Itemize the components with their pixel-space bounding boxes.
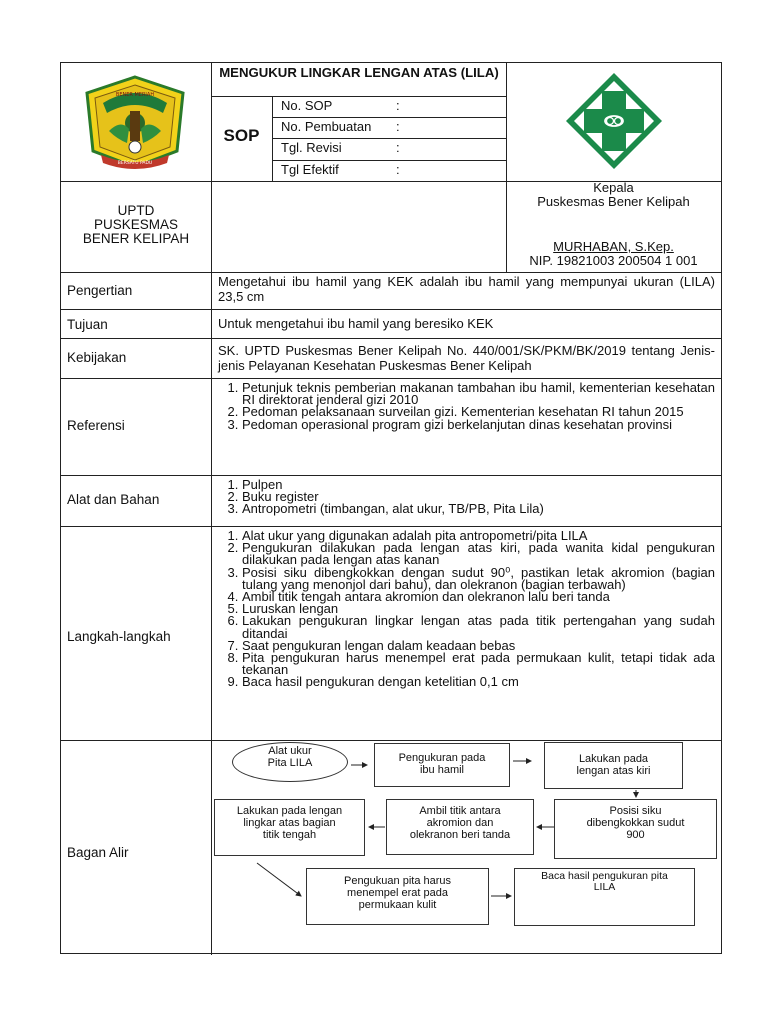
meta-colon: :: [396, 119, 400, 134]
signer-title-line: Puskesmas Bener Kelipah: [537, 194, 690, 209]
meta-label: No. SOP: [281, 98, 333, 113]
list-item: 7. Saat pengukuran lengan dalam keadaan bebas: [242, 640, 715, 652]
meta-label: Tgl Efektif: [281, 162, 339, 177]
text-kebijakan: SK. UPTD Puskesmas Bener Kelipah No. 440/001/SK/PKM/BK/2019 tentang Jenis-jenis Pelayanan Kesehatan Puskesmas Bener Kelipah: [218, 343, 715, 373]
flow-step-pita-menempel: [306, 868, 489, 925]
flow-text-line: Pengukuran pada: [398, 752, 486, 764]
flow-text-line: lingkar atas bagian: [243, 817, 336, 829]
flow-step-pengukuran-ibu-hamil: [374, 743, 510, 787]
label-kebijakan: Kebijakan: [67, 350, 127, 365]
list-item: 1. Alat ukur yang digunakan adalah pita antropometri/pita LILA: [242, 530, 715, 542]
flow-text-line: olekranon beri tanda: [409, 829, 511, 841]
meta-colon: :: [396, 162, 400, 177]
flow-text-line: titik tengah: [262, 829, 317, 841]
arrow-step5-to-step6: [257, 863, 301, 896]
flow-text-line: Ambil titik antara: [419, 805, 501, 817]
text-tujuan: Untuk mengetahui ibu hamil yang beresiko KEK: [218, 316, 494, 331]
list-item: 2. Pedoman pelaksanaan surveilan gizi. Kementerian kesehatan RI tahun 2015: [242, 406, 715, 418]
sop-document: [60, 62, 722, 954]
flow-start-ellipse: [232, 742, 348, 782]
list-item: 8. Pita pengukuran harus menempel erat pada permukaan kulit, tetapi tidak ada tekanan: [242, 652, 715, 676]
flow-step-baca-hasil: [514, 868, 695, 926]
signer-title-line: Kepala: [593, 180, 634, 195]
label-tujuan: Tujuan: [67, 317, 108, 332]
label-langkah: Langkah-langkah: [67, 629, 171, 644]
list-item: 5. Luruskan lengan: [242, 603, 715, 615]
flow-text-line: menempel erat pada: [347, 887, 448, 899]
svg-text:BERSATU PADU: BERSATU PADU: [117, 161, 153, 166]
list-item: 6. Lakukan pengukuran lingkar lengan atas pada titik pertengahan yang sudah ditandai: [242, 615, 715, 639]
flow-text-line: 900: [626, 829, 645, 841]
sop-label: SOP: [223, 126, 260, 145]
flow-text-line: akromion dan: [426, 817, 494, 829]
meta-label: No. Pembuatan: [281, 119, 372, 134]
flow-text-line: ibu hamil: [419, 764, 465, 776]
flow-step-posisi-siku: [554, 799, 717, 859]
org-line: BENER KELIPAH: [82, 231, 190, 246]
org-line: PUSKESMAS: [93, 217, 179, 232]
flow-step-lengan-atas-kiri: [544, 742, 683, 789]
org-line: UPTD: [117, 203, 155, 218]
meta-label: Tgl. Revisi: [281, 140, 342, 155]
list-item: 3. Antropometri (timbangan, alat ukur, TB/PB, Pita Lila): [242, 503, 715, 515]
flow-text-line: Lakukan pada: [578, 753, 649, 765]
list-item: 4. Ambil titik tengah antara akromion dan olekranon lalu beri tanda: [242, 591, 715, 603]
flow-text-line: lengan atas kiri: [576, 765, 651, 777]
label-referensi: Referensi: [67, 418, 125, 433]
list-item: 2. Pengukuran dilakukan pada lengan atas kiri, pada wanita kidal pengukuran dilakukan pada lengan atas kanan: [242, 542, 715, 566]
label-alat-bahan: Alat dan Bahan: [67, 492, 160, 507]
flow-text-line: Posisi siku: [609, 805, 662, 817]
label-pengertian: Pengertian: [67, 283, 133, 298]
list-item: 1. Petunjuk teknis pemberian makanan tambahan ibu hamil, kementerian kesehatan RI direktorat jenderal gizi 2010: [242, 382, 715, 406]
list-item: 3. Posisi siku dibengkokkan dengan sudut 90⁰, pastikan letak akromion (bagian tulang yang menonjol dari bahu), dan olekranon (bagian terbawah): [242, 567, 715, 591]
flow-text-line: Baca hasil pengukuran pita: [541, 870, 668, 882]
flow-text-line: permukaan kulit: [358, 899, 437, 911]
flow-text-line: LILA: [593, 881, 616, 893]
signer-nip: NIP. 19821003 200504 1 001: [529, 253, 698, 268]
flow-text-line: dibengkokkan sudut: [586, 817, 685, 829]
meta-colon: :: [396, 98, 400, 113]
list-item: 1. Pulpen: [242, 479, 715, 491]
flow-step-ambil-titik: [386, 799, 534, 855]
svg-text:BENER MERIAH: BENER MERIAH: [115, 92, 155, 98]
list-item: 3. Pedoman operasional program gizi berkelanjutan dinas kesehatan provinsi: [242, 419, 715, 431]
text-pengertian: Mengetahui ibu hamil yang KEK adalah ibu hamil yang mempunyai ukuran (LILA) 23,5 cm: [218, 274, 715, 304]
flow-text-line: Pita LILA: [267, 757, 313, 769]
meta-colon: :: [396, 140, 400, 155]
label-bagan-alir: Bagan Alir: [67, 845, 129, 860]
signer-name: MURHABAN, S.Kep.: [553, 239, 674, 254]
document-title: MENGUKUR LINGKAR LENGAN ATAS (LILA): [219, 65, 499, 80]
flow-text-line: Lakukan pada lengan: [236, 805, 343, 817]
flow-step-lingkar-titik-tengah: [214, 799, 365, 856]
list-item: 9. Baca hasil pengukuran dengan ketelitian 0,1 cm: [242, 676, 715, 688]
list-item: 2. Buku register: [242, 491, 715, 503]
flow-text-line: Pengukuan pita harus: [343, 875, 452, 887]
flow-text-line: Alat ukur: [268, 745, 312, 757]
